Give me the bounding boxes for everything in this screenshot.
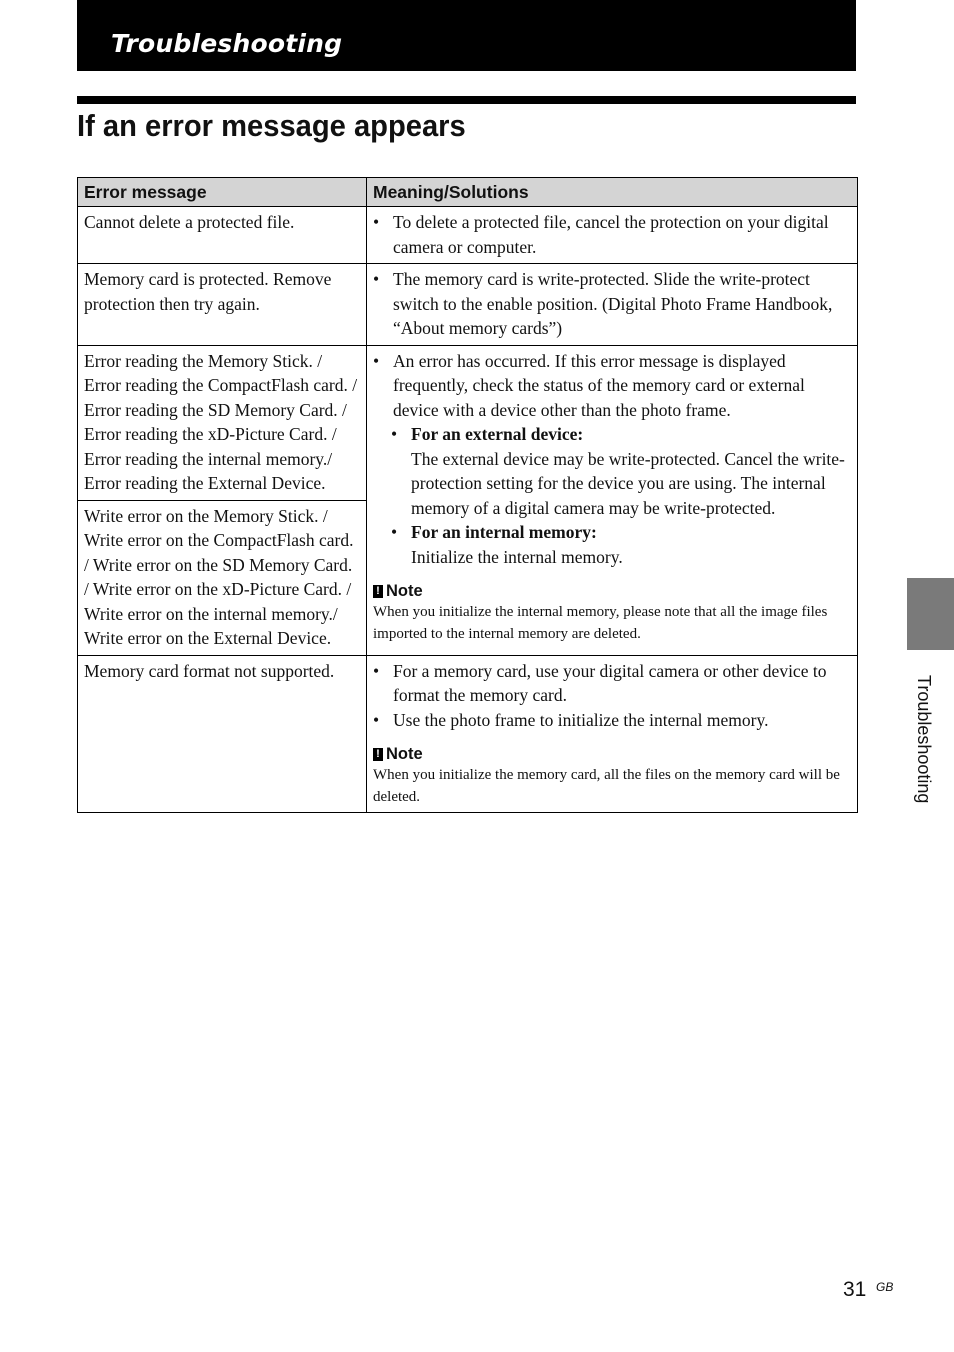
solution-item: • The memory card is write-protected. Slide the write-protect switch to the enable position. (Digital Photo Frame Handbook, “About memory cards”) [373,267,851,341]
table-row [78,655,858,813]
side-tab-label: Troubleshooting [914,675,934,804]
table-header-row [78,178,858,207]
section-title: Troubleshooting [111,29,343,58]
note-label: Note [386,745,423,763]
note-heading [373,744,851,764]
solution-cell [367,264,858,346]
sub-item-text: The external device may be write-protected. Cancel the write-protection setting for the device you are using. The internal memory of a digital camera may be write-protected. [411,448,845,518]
note-icon: ! [373,585,383,598]
sub-item-text: Initialize the internal memory. [411,546,623,567]
error-cell: Memory card format not supported. [78,655,367,813]
side-tab-marker [907,578,954,650]
note-heading [373,581,851,601]
sub-item-internal [391,520,851,569]
page-region-code: GB [876,1280,894,1294]
title-rule [77,96,856,104]
note-text: When you initialize the internal memory, please note that all the image files imported to the internal memory are deleted. [373,604,828,642]
error-cell: Memory card is protected. Remove protection then try again. [78,264,367,346]
section-header-bar [77,0,856,71]
solution-cell [367,655,858,813]
solution-item: • To delete a protected file, cancel the protection on your digital camera or computer. [373,210,851,259]
solution-cell [367,345,858,655]
solution-item: • For a memory card, use your digital camera or other device to format the memory card. [373,659,851,708]
error-cell: Error reading the Memory Stick. / Error reading the CompactFlash card. / Error reading the SD Memory Card. / Error reading the xD-Picture Card. / Error reading the internal memory./ Error reading the External Device. [78,345,367,500]
column-header-solutions: Meaning/Solutions [367,178,858,207]
note-block [373,744,851,808]
solution-item [373,349,851,570]
error-cell: Cannot delete a protected file. [78,207,367,264]
table-row [78,345,858,500]
solution-intro: An error has occurred. If this error message is displayed frequently, check the status of the memory card or external device with a device other than the photo frame. [393,350,805,420]
sub-item-external [391,422,851,520]
error-message-table [77,177,858,813]
page-title: If an error message appears [77,108,466,143]
note-icon: ! [373,748,383,761]
note-block [373,581,851,645]
sub-item-title: • For an internal memory: [411,522,597,542]
table-row [78,264,858,346]
note-label: Note [386,582,423,600]
sub-item-title: • For an external device: [411,424,584,444]
error-cell: Write error on the Memory Stick. / Write error on the CompactFlash card. / Write error on the SD Memory Card. / Write error on the xD-Picture Card. / Write error on the internal memory./ Write error on the External Device. [78,500,367,655]
solution-item: • Use the photo frame to initialize the internal memory. [373,708,851,733]
page-number: 31 [843,1278,867,1301]
solution-cell [367,207,858,264]
note-text: When you initialize the memory card, all the files on the memory card will be deleted. [373,767,840,805]
table-row [78,207,858,264]
column-header-error: Error message [78,178,367,207]
